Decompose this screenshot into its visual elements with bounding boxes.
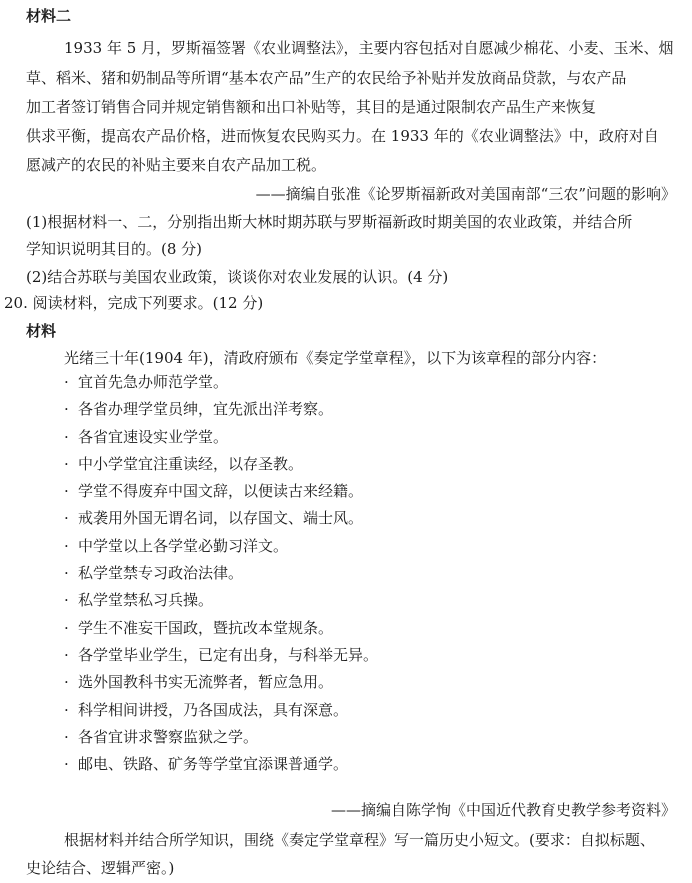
bullet-dot-icon: · [64,645,69,664]
bullet-dot-icon: · [64,673,69,692]
bullet-dot-icon: · [64,400,69,419]
bullet-dot-icon: · [64,427,69,446]
regulation-item [64,454,378,481]
regulation-item-text: 学堂不得废弃中国文辞，以便读古来经籍。 [78,482,364,501]
regulation-item-text: 中学堂以上各学堂必勤习洋文。 [78,536,289,555]
regulation-item [64,399,378,426]
question20-material-heading: 材料 [26,322,57,340]
regulation-item-text: 选外国教科书实无流弊者，暂应急用。 [78,673,334,692]
material2-heading: 材料二 [26,7,72,25]
regulation-item-text: 学生不准妄干国政，暨抗改本堂规条。 [78,618,334,637]
regulation-item [64,590,378,617]
bullet-dot-icon: · [64,373,69,391]
regulation-item [64,481,378,508]
regulation-item [64,563,378,590]
regulation-item [64,372,378,399]
regulation-item [64,618,378,645]
bullet-dot-icon: · [64,700,69,719]
regulation-item-text: 各学堂毕业学生，已定有出身，与科举无异。 [78,645,379,664]
regulation-list [64,372,378,781]
regulation-item [64,427,378,454]
bullet-dot-icon: · [64,755,69,774]
regulation-item [64,645,378,672]
question19-part1-line2: 学知识说明其目的。(8 分) [26,240,203,258]
bullet-dot-icon: · [64,509,69,528]
bullet-dot-icon: · [64,618,69,637]
regulation-item [64,754,378,781]
regulation-item-text: 科学相间讲授，乃各国成法，具有深意。 [78,700,349,719]
regulation-item-text: 中小学堂宜注重读经，以存圣教。 [78,454,304,473]
regulation-item-text: 各省宜速设实业学堂。 [78,427,229,446]
material2-source: ——摘编自张准《论罗斯福新政对美国南部“三农”问题的影响》 [255,185,676,203]
question20-task-line2: 史论结合、逻辑严密。) [26,859,175,877]
bullet-dot-icon: · [64,727,69,746]
question19-part1-line1: (1)根据材料一、二，分别指出斯大林时期苏联与罗斯福新政时期美国的农业政策，并结合所 [26,213,633,231]
question20-title: 20. 阅读材料，完成下列要求。(12 分) [4,294,264,312]
regulation-item-text: 邮电、铁路、矿务等学堂宜添课普通学。 [78,755,349,774]
regulation-item [64,672,378,699]
regulation-item [64,508,378,535]
regulation-item-text: 各省办理学堂员绅，宜先派出洋考察。 [78,400,334,419]
material2-line-1: 1933 年 5 月，罗斯福签署《农业调整法》，主要内容包括对自愿减少棉花、小麦、玉米、烟 [64,39,674,57]
regulation-item-text: 宜首先急办师范学堂。 [78,373,229,391]
material2-line-3: 加工者签订销售合同并规定销售额和出口补贴等，其目的是通过限制农产品生产来恢复 [26,98,597,116]
regulation-item-text: 私学堂禁专习政治法律。 [78,564,244,583]
material2-line-5: 愿减产的农民的补贴主要来自农产品加工税。 [26,156,327,174]
bullet-dot-icon: · [64,536,69,555]
question19-part2: (2)结合苏联与美国农业政策，谈谈你对农业发展的认识。(4 分) [26,268,449,286]
question20-source: ——摘编自陈学恂《中国近代教育史教学参考资料》 [330,801,676,819]
bullet-dot-icon: · [64,591,69,610]
regulation-item [64,700,378,727]
bullet-dot-icon: · [64,482,69,501]
material2-line-2: 草、稻米、猪和奶制品等所谓“基本农产品”生产的农民给予补贴并发放商品贷款，与农产品 [26,69,627,87]
regulation-item [64,536,378,563]
question20-task-line1: 根据材料并结合所学知识，围绕《奏定学堂章程》写一篇历史小短文。(要求：自拟标题、 [64,831,655,849]
bullet-dot-icon: · [64,564,69,583]
regulation-item-text: 戒袭用外国无谓名词，以存国文、端士风。 [78,509,364,528]
regulation-item-text: 私学堂禁私习兵操。 [78,591,214,610]
bullet-dot-icon: · [64,454,69,473]
material2-line-4: 供求平衡，提高农产品价格，进而恢复农民购买力。在 1933 年的《农业调整法》中，政府对自 [26,127,659,145]
regulation-item [64,727,378,754]
regulation-item-text: 各省宜讲求警察监狱之学。 [78,727,259,746]
question20-intro: 光绪三十年(1904 年)，清政府颁布《奏定学堂章程》，以下为该章程的部分内容： [64,349,607,367]
